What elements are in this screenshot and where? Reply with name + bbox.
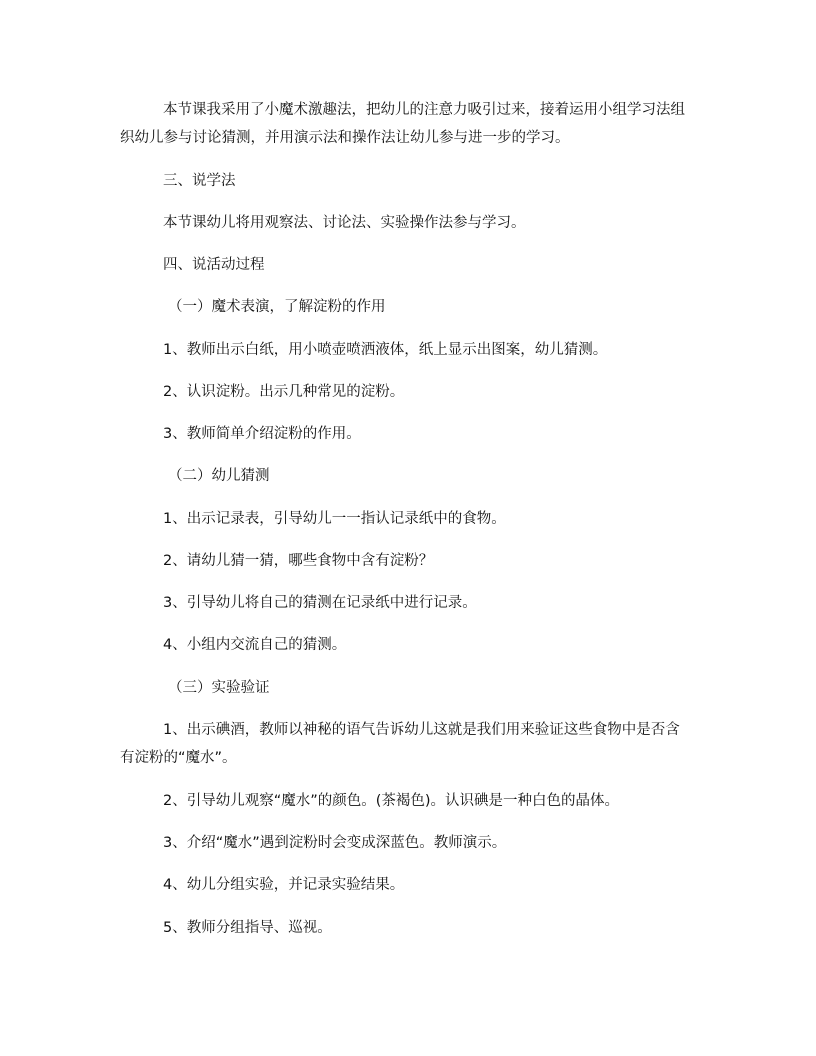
list-item: 2、认识淀粉。出示几种常见的淀粉。 [163, 384, 405, 400]
paragraph-intro [120, 96, 695, 152]
paragraph-learning-method: 本节课幼儿将用观察法、讨论法、实验操作法参与学习。 [163, 215, 526, 231]
list-item [120, 716, 695, 772]
subsection-heading-experiment: （三）实验验证 [168, 680, 270, 696]
subsection-heading-magic-show: （一）魔术表演，了解淀粉的作用 [168, 299, 386, 315]
section-heading-activity-process: 四、说活动过程 [163, 257, 265, 273]
list-item: 2、引导幼儿观察“魔水”的颜色。(茶褐色)。认识碘是一种白色的晶体。 [163, 793, 620, 809]
list-item: 5、教师分组指导、巡视。 [163, 920, 332, 936]
list-item: 4、幼儿分组实验，并记录实验结果。 [163, 877, 405, 893]
list-item: 4、小组内交流自己的猜测。 [163, 637, 347, 653]
list-item: 2、请幼儿猜一猜，哪些食物中含有淀粉？ [163, 553, 434, 569]
section-heading-learning-method: 三、说学法 [163, 173, 236, 189]
subsection-heading-guessing: （二）幼儿猜测 [168, 468, 270, 484]
list-item: 3、教师简单介绍淀粉的作用。 [163, 426, 361, 442]
paragraph-line: 有淀粉的“魔水”。 [120, 750, 237, 766]
paragraph-line: 本节课我采用了小魔术激趣法，把幼儿的注意力吸引过来，接着运用小组学习法组 [163, 102, 685, 118]
paragraph-line: 织幼儿参与讨论猜测，并用演示法和操作法让幼儿参与进一步的学习。 [120, 130, 570, 146]
paragraph-line: 1、出示碘酒，教师以神秘的语气告诉幼儿这就是我们用来验证这些食物中是否含 [163, 722, 680, 738]
list-item: 1、出示记录表，引导幼儿一一指认记录纸中的食物。 [163, 511, 506, 527]
list-item: 1、教师出示白纸，用小喷壶喷洒液体，纸上显示出图案，幼儿猜测。 [163, 342, 608, 358]
list-item: 3、引导幼儿将自己的猜测在记录纸中进行记录。 [163, 595, 477, 611]
list-item: 3、介绍“魔水”遇到淀粉时会变成深蓝色。教师演示。 [163, 835, 507, 851]
